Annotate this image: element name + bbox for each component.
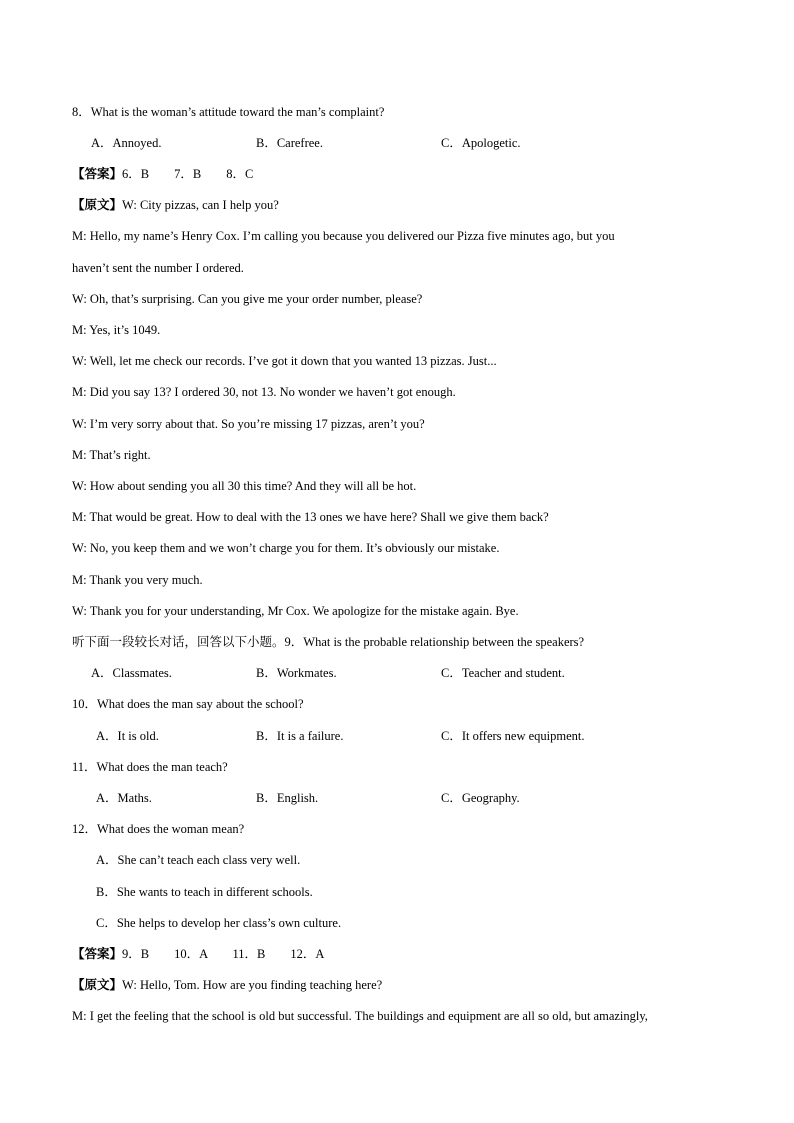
q10-option-a: A．It is old. [96,729,159,743]
transcript-line: M: Yes, it’s 1049. [72,323,161,337]
transcript-line: W: I’m very sorry about that. So you’re missing 17 pizzas, aren’t you? [72,417,425,431]
q12-option-b: B．She wants to teach in different schools. [96,885,313,899]
transcript-line: M: Hello, my name’s Henry Cox. I’m calling you because you delivered our Pizza five minutes ago, but you [72,229,615,243]
transcript-line: M: I get the feeling that the school is old but successful. The buildings and equipment are all so old, but amazingly, [72,1009,648,1023]
q11-option-c: C．Geography. [441,791,520,805]
transcript-line: W: Thank you for your understanding, Mr Cox. We apologize for the mistake again. Bye. [72,604,519,618]
q10-option-c: C．It offers new equipment. [441,729,585,743]
q8-option-a: A．Annoyed. [91,136,162,150]
transcript-first-line: W: Hello, Tom. How are you finding teaching here? [122,978,383,992]
q10-option-b: B．It is a failure. [256,729,344,743]
answer-text: 6．B 7．B 8．C [122,167,254,181]
transcript-line: M: Did you say 13? I ordered 30, not 13. No wonder we haven’t got enough. [72,385,456,399]
transcript-line: M: That’s right. [72,448,151,462]
transcript-line: W: No, you keep them and we won’t charge you for them. It’s obviously our mistake. [72,541,500,555]
question-10: 10．What does the man say about the school? [72,697,304,711]
transcript-line: W: Oh, that’s surprising. Can you give me your order number, please? [72,292,423,306]
transcript-label: 【原文】 [72,197,123,212]
transcript-label: 【原文】 [72,977,123,992]
q9-option-b: B．Workmates. [256,666,337,680]
q11-option-a: A．Maths. [96,791,152,805]
question-11: 11．What does the man teach? [72,760,228,774]
q8-option-b: B．Carefree. [256,136,323,150]
answer-label: 【答案】 [72,166,123,181]
transcript-first-line: W: City pizzas, can I help you? [122,198,279,212]
section-intro: 听下面一段较长对话，回答以下小题。 [72,634,285,649]
q8-option-c: C．Apologetic. [441,136,521,150]
answer-block-1 [72,166,253,182]
answer-label: 【答案】 [72,946,123,961]
q9-option-c: C．Teacher and student. [441,666,565,680]
question-8: 8．What is the woman’s attitude toward the man’s complaint? [72,105,385,119]
answer-text: 9．B 10．A 11．B 12．A [122,947,325,961]
question-9: 9．What is the probable relationship between the speakers? [284,635,585,649]
question-12: 12．What does the woman mean? [72,822,245,836]
transcript-line: M: That would be great. How to deal with the 13 ones we have here? Shall we give them back? [72,510,549,524]
transcript-line: W: Well, let me check our records. I’ve got it down that you wanted 13 pizzas. Just... [72,354,497,368]
transcript-line: M: Thank you very much. [72,573,203,587]
transcript-line: haven’t sent the number I ordered. [72,261,244,275]
question-9-line [72,634,584,650]
transcript-block-1 [72,197,279,213]
transcript-line: W: How about sending you all 30 this time? And they will all be hot. [72,479,417,493]
q9-option-a: A．Classmates. [91,666,172,680]
q11-option-b: B．English. [256,791,319,805]
q12-option-a: A．She can’t teach each class very well. [96,853,301,867]
answer-block-2 [72,946,324,962]
transcript-block-2 [72,977,382,993]
q12-option-c: C．She helps to develop her class’s own culture. [96,916,342,930]
